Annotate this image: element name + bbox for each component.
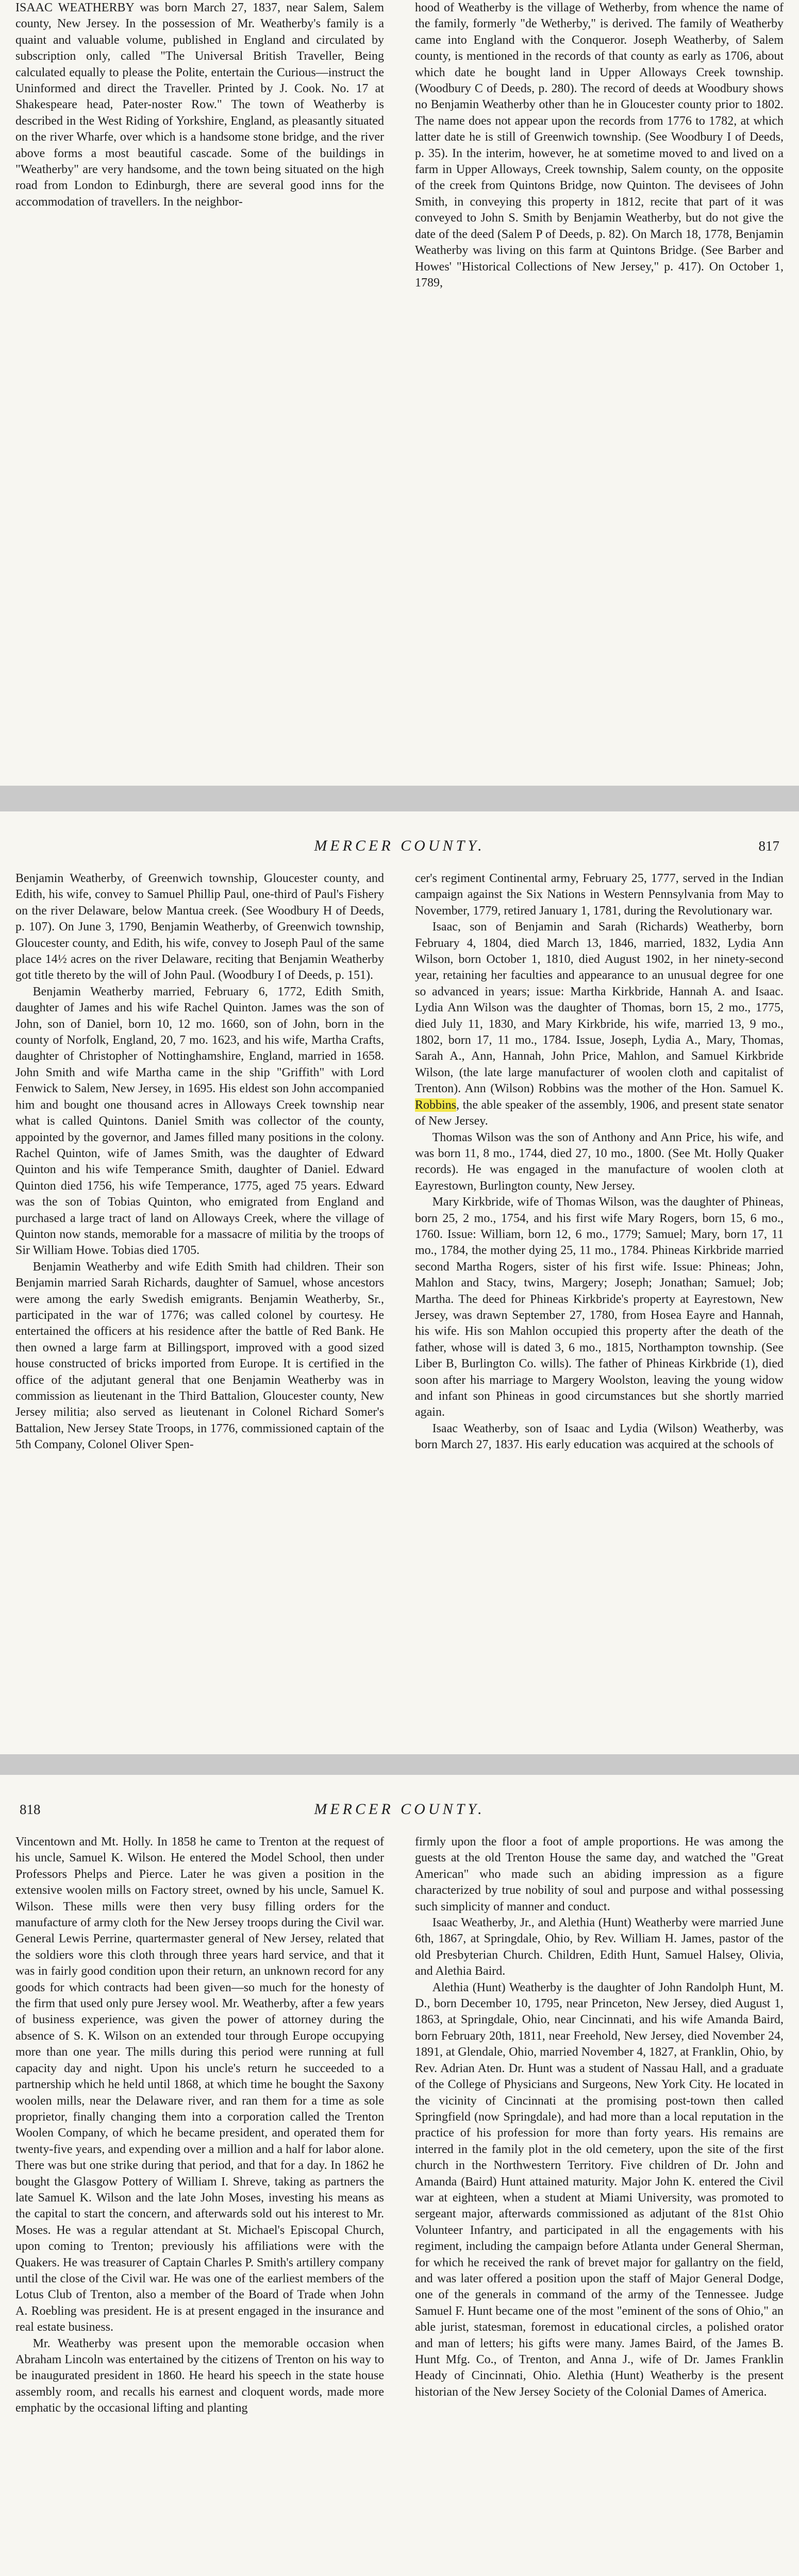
- paragraph: Benjamin Weatherby and wife Edith Smith had children. Their son Benjamin married Sarah Richards, daughter of Samuel, whose ancestors were among the early Swedish emigrants. Benjamin Weatherby, Sr., participated in the war of 1776; was called colonel by courtesy. He entertained the officers at his residence after the battle of Red Bank. He then owned a large farm at Billingsport, improved with a good sized house constructed of bricks imported from Europe. It is certified in the office of the adjutant general that one Benjamin Weatherby was in commission as lieutenant in the Third Battalion, Gloucester county, New Jersey militia; also served as lieutenant in Colonel Richard Somer's Battalion, New Jersey State Troops, in 1776, commissioned captain of the 5th Company, Colonel Oliver Spen-: [15, 1260, 384, 1452]
- highlighted-word: Robbins: [415, 1098, 457, 1112]
- paragraph: firmly upon the floor a foot of ample proportions. He was among the guests at the old Trenton House the same day, and watched the "Great American" who made such an abiding impression as a figure characterized by true nobility of soul and purpose and withal possessing such simplicity of manner and conduct.: [415, 1835, 784, 1913]
- paragraph-text: Isaac, son of Benjamin and Sarah (Richards) Weatherby, born February 4, 1804, died March 13, 1846, married, 1832, Lydia Ann Wilson, born October 1, 1810, died August 1902, in her ninety-second year, retaining her faculties and appearance to an unusual degree for one so advanced in years; issue: Martha Kirkbride, Hannah A. and Isaac. Lydia Ann Wilson was the daughter of Thomas, born 15, 2 mo., 1775, died July 11, 1830, and Mary Kirkbride, his wife, married 13, 9 mo., 1802, born 17, 11 mo., 1784. Issue, Joseph, Lydia A., Mary, Thomas, Sarah A., Ann, Hannah, John Price, Mahlon, and Samuel Kirkbride Wilson, (the late large manufacturer of woolen cloth and capitalist of Trenton). Ann (Wilson) Robbins was the mother of the Hon. Samuel K.: [415, 920, 784, 1096]
- running-head: [15, 837, 784, 863]
- right-column: [415, 0, 784, 773]
- paragraph: Mary Kirkbride, wife of Thomas Wilson, was the daughter of Phineas, born 25, 2 mo., 1754, and his first wife Mary Rogers, born 15, 6 mo., 1760. Issue: William, born 12, 6 mo., 1779; Samuel; Mary, born 17, 11 mo., 1784, the mother dying 25, 11 mo., 1784. Phineas Kirkbride married second Martha Rogers, sister of his first wife. Issue: Phineas; John, Mahlon and Stacy, twins, Margery; Joseph; Jonathan; Samuel; Job; Martha. The deed for Phineas Kirkbride's property at Eayrestown, New Jersey, was drawn September 27, 1780, from Hosea Eayre and Hannah, his wife. His son Mahlon occupied this property after the death of the father, whose will is dated 3, 6 mo., 1815, Northampton township. (See Liber B, Burlington Co. wills). The father of Phineas Kirkbride (1), died soon after his marriage to Margery Woolston, leaving the young widow and infant son Phineas in good circumstances but she shortly married again.: [415, 1195, 784, 1419]
- running-head-title: MERCER COUNTY.: [314, 837, 485, 854]
- page-number: 818: [20, 1802, 41, 1817]
- text-columns: [15, 871, 784, 1744]
- paragraph: hood of Weatherby is the village of Wetherby, from whence the name of the family, formerly "de Wetherby," is derived. The family of Weatherby came into England with the Conqueror. Joseph Weatherby, of Salem county, is mentioned in the records of that county as early as 1706, about which date he bought land in Upper Alloways Creek township. (Woodbury C of Deeds, p. 280). The record of deeds at Woodbury shows no Benjamin Weatherby other than he in Gloucester county prior to 1802. The name does not appear upon the records from 1776 to 1782, at which latter date he is still of Greenwich township. (See Woodbury I of Deeds, p. 35). In the interim, however, he at sometime moved to and lived on a farm in Upper Alloways, Creek township, Salem county, on the opposite of the creek from Quintons Bridge, now Quinton. The devisees of John Smith, in conveying this property in 1812, recite that part of it was conveyed to John S. Smith by Benjamin Weatherby, but do not give the date of the deed (Salem P of Deeds, p. 82). On March 18, 1778, Benjamin Weatherby was living on this farm at Quintons Bridge. (See Barber and Howes' "Historical Collections of New Jersey," p. 417). On October 1, 1789,: [415, 1, 784, 290]
- paragraph: Mr. Weatherby was present upon the memorable occasion when Abraham Lincoln was entertained by the citizens of Trenton on his way to be inaugurated president in 1860. He heard his speech in the state house assembly room, and recalls his earnest and cloquent words, made more emphatic by the occasional lifting and planting: [15, 2336, 384, 2415]
- paragraph: Isaac Weatherby, son of Isaac and Lydia (Wilson) Weatherby, was born March 27, 1837. His early education was acquired at the schools of: [415, 1421, 784, 1452]
- page-818: [0, 1775, 799, 2576]
- paragraph: cer's regiment Continental army, February 25, 1777, served in the Indian campaign against the Six Nations in Western Pennsylvania from May to November, 1779, retired January 1, 1781, during the Revolutionary war.: [415, 872, 784, 918]
- text-columns: [15, 0, 784, 773]
- right-column: [415, 871, 784, 1744]
- running-head: [15, 1801, 784, 1826]
- left-column: [15, 871, 384, 1744]
- paragraph: Isaac Weatherby, Jr., and Alethia (Hunt) Weatherby were married June 6th, 1867, at Springdale, Ohio, by Rev. William H. James, pastor of the old Presbyterian Church. Children, Edith Hunt, Samuel Halsey, Olivia, and Alethia Baird.: [415, 1916, 784, 1978]
- paragraph: ISAAC WEATHERBY was born March 27, 1837, near Salem, Salem county, New Jersey. In the possession of Mr. Weatherby's family is a quaint and valuable volume, published in England and circulated by subscription only, called "The Universal British Traveller, Being calculated equally to please the Polite, entertain the Curious—instruct the Uninformed and direct the Traveller. Printed by J. Cook. No. 17 at Shakespeare head, Pater-noster Row." The town of Weatherby is described in the West Riding of Yorkshire, England, as pleasantly situated on the river Wharfe, over which is a handsome stone bridge, and the river above forms a most beautiful cascade. Some of the buildings in "Weatherby" are very handsome, and the town being situated on the high road from London to Edinburgh, there are several good inns for the accommodation of travellers. In the neighbor-: [15, 1, 384, 209]
- page-817: [0, 811, 799, 1754]
- text-columns: [15, 1834, 784, 2576]
- page-number: 817: [758, 838, 779, 854]
- right-column: [415, 1834, 784, 2576]
- running-head-title: MERCER COUNTY.: [314, 1801, 485, 1818]
- paragraph: Thomas Wilson was the son of Anthony and Ann Price, his wife, and was born 11, 8 mo., 1744, died 27, 10 mo., 1800. (See Mt. Holly Quaker records). He was engaged in the manufacture of woolen cloth at Eayrestown, Burlington county, New Jersey.: [415, 1130, 784, 1193]
- paragraph-text: , the able speaker of the assembly, 1906, and present state senator of New Jersey.: [415, 1098, 784, 1128]
- page-fragment-top: [0, 0, 799, 786]
- left-column: [15, 0, 384, 773]
- paragraph: Benjamin Weatherby, of Greenwich township, Gloucester county, and Edith, his wife, convey to Samuel Phillip Paul, one-third of Paul's Fishery on the river Delaware, below Mantua creek. (See Woodbury H of Deeds, p. 107). On June 3, 1790, Benjamin Weatherby, of Greenwich township, Gloucester county, and Edith, his wife, convey to Joseph Paul of the same place 14½ acres on the river Delaware, reciting that Benjamin Weatherby got title thereto by the will of John Paul. (Woodbury I of Deeds, p. 151).: [15, 872, 384, 982]
- paragraph: Vincentown and Mt. Holly. In 1858 he came to Trenton at the request of his uncle, Samuel K. Wilson. He entered the Model School, then under Professors Phelps and Pierce. Later he was given a position in the extensive woolen mills on Factory street, owned by his uncle, Samuel K. Wilson. These mills were then very busy filling orders for the manufacture of army cloth for the New Jersey troops during the Civil war. General Lewis Perrine, quartermaster general of New Jersey, related that the soldiers wore this cloth through three years hard service, and that it was in fairly good condition upon their return, an unknown record for any goods for which contracts had been given—so much for the honesty of the firm that used only pure Jersey wool. Mr. Weatherby, after a few years of business experience, was given the power of attorney during the absence of S. K. Wilson on an extended tour through Europe occupying more than one year. The mills during this period were running at full capacity day and night. Upon his uncle's return he succeeded to a partnership which he held until 1868, at which time he bought the Saxony woolen mills, near the Delaware river, and ran them for a time as sole proprietor, finally changing them into a corporation called the Trenton Woolen Company, of which he became president, and operated them for twenty-five years, and expending over a million and a half for labor alone. There was but one strike during that period, and that for a day. In 1862 he bought the Glasgow Pottery of William I. Shreve, taking as partners the late Samuel K. Wilson and the late John Moses, investing his means as the capital to start the concern, and afterwards sold out his interest to Mr. Moses. He was a regular attendant at St. Michael's Episcopal Church, upon coming to Trenton; previously his affiliations were with the Quakers. He was treasurer of Captain Charles P. Smith's artillery company until the close of the Civil war. He was one of the earliest members of the Lotus Club of Trenton, also a member of the Board of Trade when John A. Roebling was president. He is at present engaged in the insurance and real estate business.: [15, 1835, 384, 2334]
- paragraph: Benjamin Weatherby married, February 6, 1772, Edith Smith, daughter of James and his wife Rachel Quinton. James was the son of John, son of Daniel, born 10, 12 mo. 1660, son of John, born in the county of Norfolk, England, 20, 7 mo. 1623, and his wife, Martha Crafts, daughter of Christopher of Nottinghamshire, England, married in 1658. John Smith and wife Martha came in the ship "Griffith" with Lord Fenwick to Salem, New Jersey, in 1695. His eldest son John accompanied him and bought one thousand acres in Alloways Creek township near what is called Quintons. Daniel Smith was collector of the county, appointed by the governor, and James filled many positions in the colony. Rachel Quinton, wife of James Smith, was the daughter of Edward Quinton and his wife Temperance Smith, daughter of Daniel. Edward Quinton died 1756, his wife Temperance, 1775, aged 75 years. Edward was the son of Tobias Quinton, who emigrated from England and purchased a large tract of land on Alloways Creek, where the village of Quinton now stands, memorable for a massacre of militia by the troops of Sir William Howe. Tobias died 1705.: [15, 985, 384, 1258]
- paragraph: Alethia (Hunt) Weatherby is the daughter of John Randolph Hunt, M. D., born December 10, 1795, near Princeton, New Jersey, died August 1, 1863, at Springdale, Ohio, near Cincinnati, and his wife Amanda Baird, born February 20th, 1811, near Freehold, New Jersey, died November 24, 1891, at Glendale, Ohio, married November 4, 1827, at Franklin, Ohio, by Rev. Adrian Aten. Dr. Hunt was a student of Nassau Hall, and a graduate of the College of Physicians and Surgeons, New York City. He located in the vicinity of Cincinnati at the promising post-town then called Springfield (now Springdale), and had more than a local reputation in the practice of his profession for more than forty years. His remains are interred in the family plot in the old cemetery, upon the site of the first church in the Northwestern Territory. Five children of Dr. John and Amanda (Baird) Hunt attained maturity. Major John K. entered the Civil war at eighteen, when a student at Miami University, was promoted to sergeant major, afterwards commissioned as adjutant of the 81st Ohio Volunteer Infantry, and participated in all the engagements with his regiment, including the campaign before Atlanta under General Sherman, for which he received the rank of brevet major for gallantry on the field, and was later offered a position upon the staff of Major General Dodge, one of the generals in command of the army of the Tennessee. Judge Samuel F. Hunt became one of the most "eminent of the sons of Ohio," an able jurist, statesman, foremost in educational circles, a polished orator and man of letters; his gifts were many. James Baird, of the James B. Hunt Mfg. Co., of Trenton, and Anna J., wife of Dr. James Franklin Heady of Cincinnati, Ohio. Alethia (Hunt) Weatherby is the present historian of the New Jersey Society of the Colonial Dames of America.: [415, 1980, 784, 2399]
- left-column: [15, 1834, 384, 2576]
- paragraph-with-highlight: [415, 919, 784, 1129]
